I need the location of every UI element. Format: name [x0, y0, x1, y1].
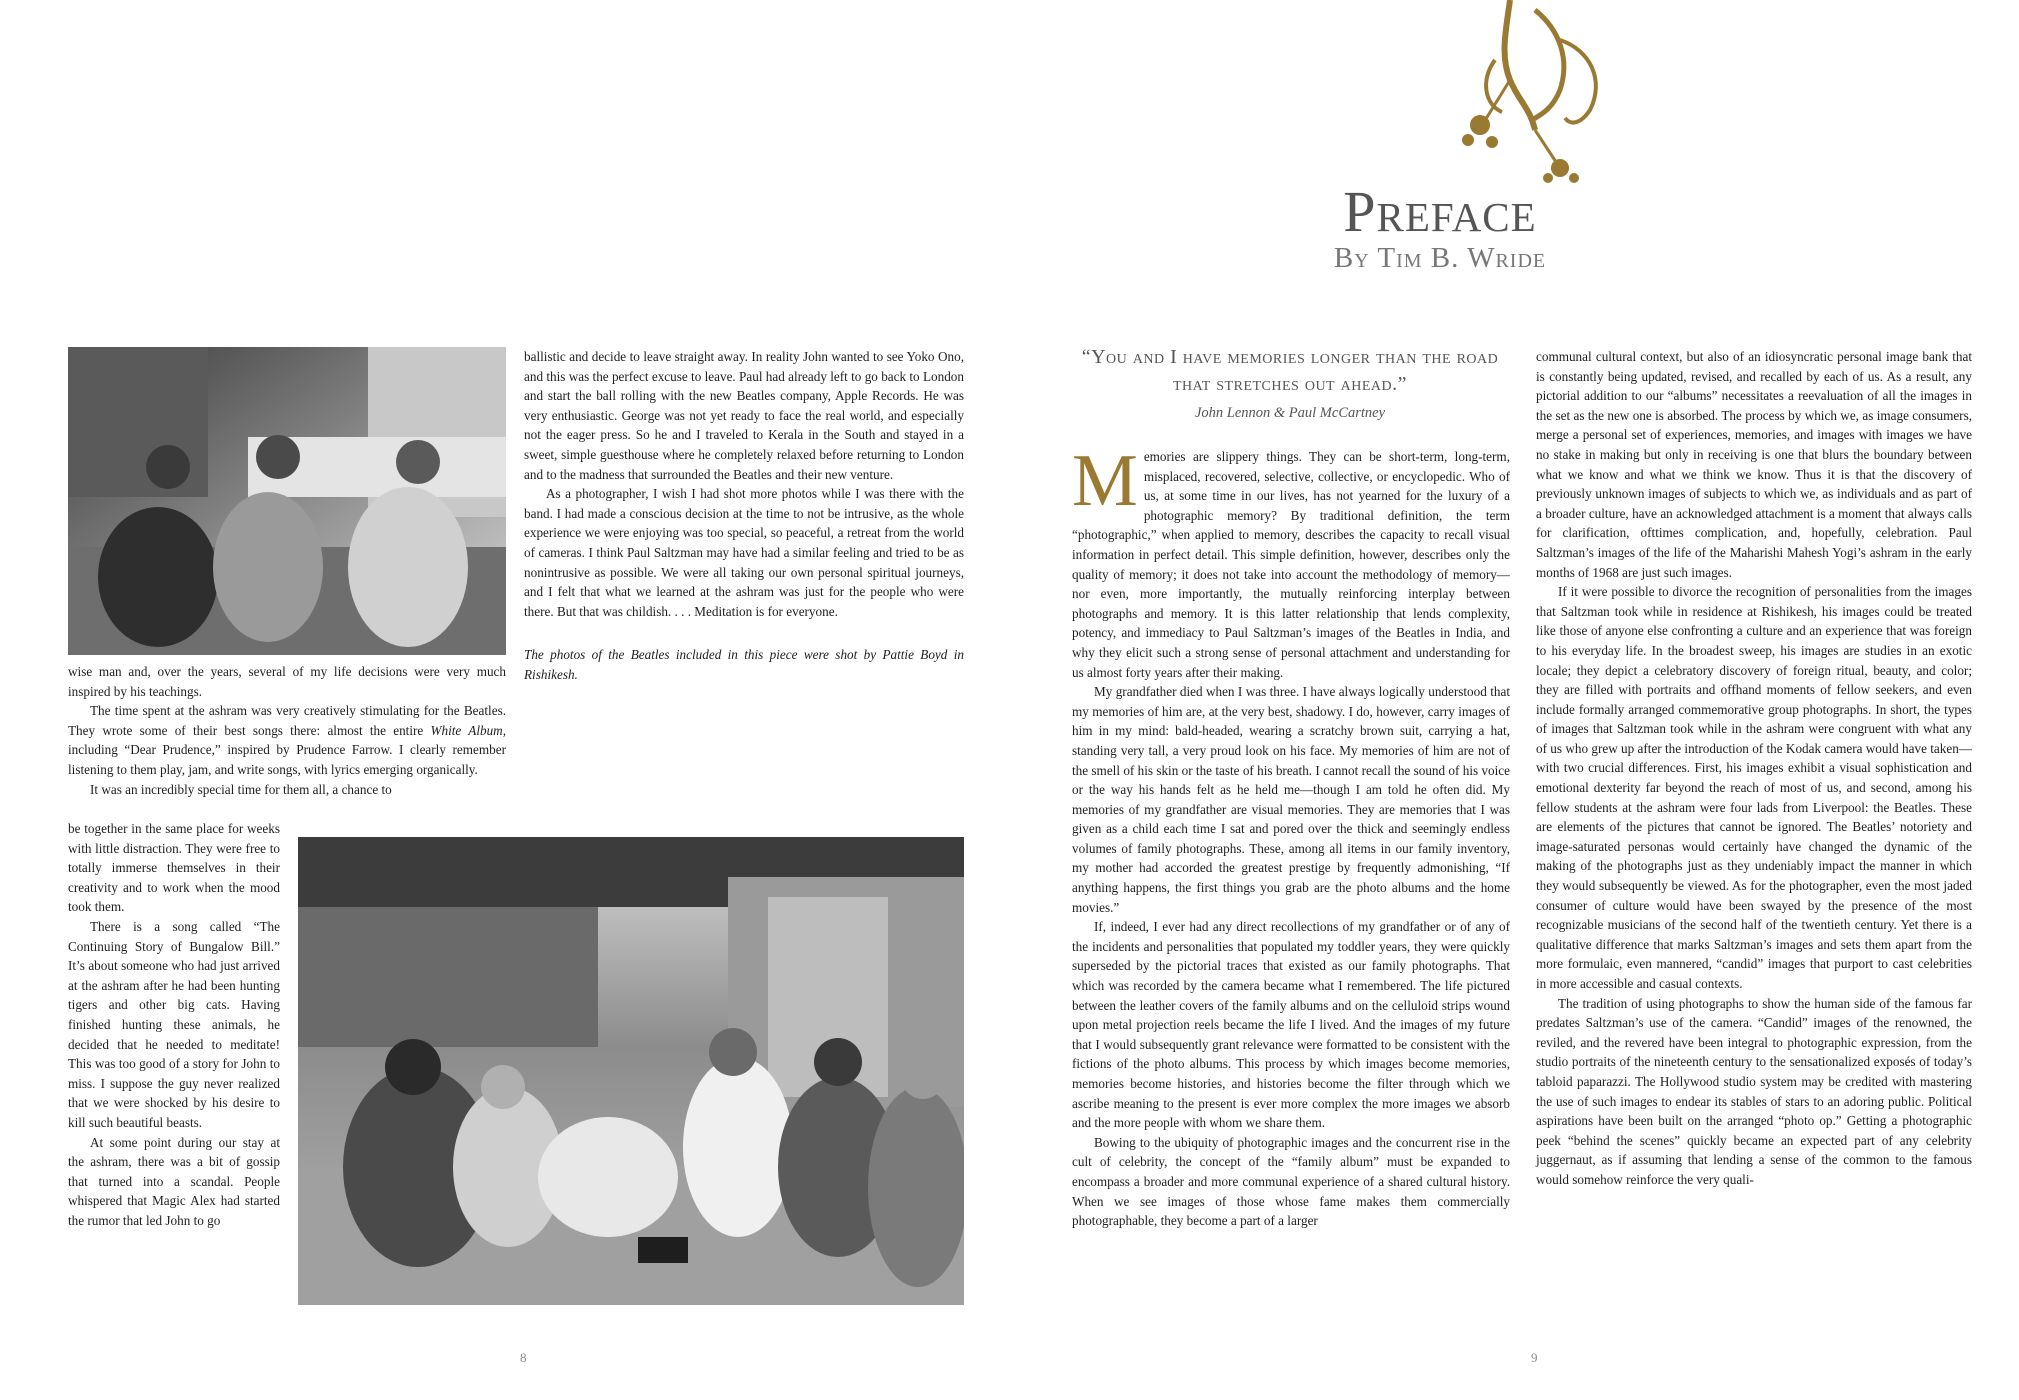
left-paragraph-scandal: At some point during our stay at the ashram, there was a bit of gossip that turned into a scandal. People whispered that Magic Alex had started the rumor that led John to go — [68, 1134, 280, 1228]
right-paragraph-ubiquity: Bowing to the ubiquity of photographic images and the concurrent rise in the cult of celebrity, the concept of the “family album” must be expanded to encompass a broader and more communal experience of a shared cultural history. When we see images of those whose fame makes them commercially photographable, they become a part of a larger — [1072, 1134, 1510, 1229]
page-number-right: 9 — [1531, 1350, 1538, 1365]
left-paragraph-together: be together in the same place for weeks with little distraction. They were free to totally immerse themselves in their creativity and to work when the mood took them. — [68, 821, 280, 915]
beatles-photo-veranda — [68, 347, 506, 655]
page-title: Preface — [1343, 179, 1537, 244]
right-paragraph-divorce: If it were possible to divorce the recognition of personalities from the images that Saltzman took while in residence at Rishikesh, his images could be treated like those of anyone else confronting a culture and an experience that was foreign to his everyday life. In the broadest sweep, his images are studies in an exotic locale; they depict a celebratory discovery of foreign ritual, beauty, and color; they are filled with portraits and offhand moments of fellow seekers, and even include formally arranged commemorative group photographs. In short, the types of images that Saltzman took while in the ashram were congruent with what any of us who grew up after the introduction of the Kodak camera would have taken—with two crucial differences. First, his images exhibit a visual sophistication and emotional dexterity far beyond the reach of most of us, and second, among his fellow students at the ashram were four lads from Liverpool: the Beatles. These are elements of the pictures that cannot be ignored. The Beatles’ notoriety and image-saturated personas would certainly have changed the dynamic of the making of the photographs just as they undeniably impact the manner in which they would subsequently be viewed. As for the photographer, even the most jaded consumer of culture would have been swayed by the presence of the most recognizable musicians of the second half of the twentieth century. Yet there is a qualitative difference that marks Saltzman’s images and sets them apart from the more formulaic, even mannered, “candid” images that purport to cast celebrities in more accessible and casual contexts. — [1536, 584, 1972, 991]
left-paragraph-photographer: As a photographer, I wish I had shot more photos while I was there with the band. I had made a conscious decision at the time to not be intrusive, as the whole experience we were enjoying was too special, so peaceful, a retreat from the world of cameras. I think Paul Saltzman may have had a similar feeling and tried to be as nonintrusive as possible. We were all taking our own personal spiritual journeys, and I felt that what we learned at the ashram was just for the people who were there. But that was childish. . . . Meditation is for everyone. — [524, 486, 964, 619]
right-paragraph-communal: communal cultural context, but also of an idiosyncratic personal image bank that is constantly being updated, revised, and recalled by each of us. As a result, any pictorial addition to our “albums” necessitates a reevaluation of all the images in the set as the new one is absorbed. The process by which we, as image consumers, merge a personal set of experiences, memories, and images with images we have no stake in making but only in receiving is one that blurs the boundary between what we know and what we think we know. Thus it is that the discovery of previously unknown images of subjects to which we, as individuals and as part of a broader culture, have an acknowledged attachment is a moment that always calls for clarification, ofttimes complication, and, hopefully, celebration. Paul Saltzman’s images of the life of the Maharishi Mahesh Yogi’s ashram in the early months of 1968 are just such images. — [1536, 349, 1972, 580]
beatles-group-photo — [298, 837, 964, 1305]
right-col1 — [1072, 440, 1510, 1231]
floral-ornament-icon — [1440, 0, 1610, 185]
left-col1-narrow — [68, 819, 280, 1230]
drop-cap: M — [1072, 440, 1138, 522]
photo-credit: The photos of the Beatles included in this piece were shot by Pattie Boyd in Rishikesh. — [524, 647, 964, 682]
left-paragraph-bungalow-bill: There is a song called “The Continuing Story of Bungalow Bill.” It’s about someone who had just arrived at the ashram after he had been hunting tigers and other big cats. Having finished hunting these animals, he decided that he needed to meditate! This was too good of a story for John to miss. I suppose the guy never realized that we were shocked by his desire to kill such beautiful beasts. — [68, 918, 280, 1130]
left-paragraph-continuation: wise man and, over the years, several of my life decisions were very much inspired by his teachings. — [68, 664, 506, 699]
right-paragraph-memories: Memories are slippery things. They can be short-term, long-term, misplaced, recovered, selective, collective, or encyclopedic. Who of us, at some time in our lives, has not yearned for the luxury of a photographic memory? By traditional definition, the term “photographic,” when applied to memory, describes the capacity to recall visual information in perfect detail. This simple definition, however, describes only the quality of memory; it does not take into account the methodology of memory—nor even, more importantly, the mutually reinforcing interplay between photographs and memory. It is this latter relationship that lends complexity, potency, and immediacy to Paul Saltzman’s images of the Beatles in India, and why they elicit such a strong sense of personal attachment and understanding for us almost forty years after their making. — [1072, 440, 1510, 680]
right-paragraph-recollections: If, indeed, I ever had any direct recollections of my grandfather or of any of the incidents and personalities that populated my toddler years, they were quickly superseded by the pictorial traces that existed as our family photographs. That which was recorded by the camera became what I remembered. The life pictured between the leather covers of the family albums and on the celluloid strips wound upon metal projection reels became the life I lived. And the images of my future that I would subsequently grant relevance were formatted to be consistent with the fictions of the photo albums. This process by which images become memories, memories become histories, and histories become the filter through which we ascribe meaning to the present is ever more complex the more images we absorb and the more people with whom we share them. — [1072, 919, 1510, 1131]
left-paragraph-creative: The time spent at the ashram was very creatively stimulating for the Beatles. They wrote some of their best songs there: almost the entire White Album, including “Dear Prudence,” inspired by Prudence Farrow. I clearly remember listening to them play, jam, and write songs, with lyrics emerging organically. — [68, 703, 507, 777]
left-paragraph-special-time: It was an incredibly special time for them all, a chance to — [90, 781, 392, 797]
left-col2 — [524, 347, 964, 685]
author-byline: By Tim B. Wride — [1333, 242, 1547, 274]
epigraph-source: John Lennon & Paul McCartney — [1194, 405, 1386, 421]
right-paragraph-tradition: The tradition of using photographs to show the human side of the famous far predates Saltzman’s use of the camera. “Candid” images of the renowned, the reviled, and the revered have been integral to photographic expression, from the studio portraits of the nineteenth century to the sensationalized exposés of today’s tabloid paparazzi. The Hollywood studio system may be credited with mastering the use of such images to endear its stables of stars to an adoring public. Political aspirations have been built on the arranged “photo op.” Getting a photographic peek “behind the scenes” quickly became an expected part of any celebrity juggernaut, as if assuming that lending a sense of the common to the famous would somehow reinforce the very quali- — [1536, 995, 1972, 1187]
right-paragraph-grandfather: My grandfather died when I was three. I have always logically understood that my memories of him are, at the very best, shadowy. I do, however, carry images of him in my mind: bald-headed, wearing a scratchy brown suit, carrying a hat, standing very tall, a very proud look on his face. My memories of him are not of the smell of his skin or the taste of his breath. I cannot recall the sound of his voice or the way his hands felt as he held me—though I am told he often did. My memories of my grandfather are visual memories. They are memories that I was given as a child each time I sat and pored over the thick and seemingly endless volumes of family photographs. These, among all items in our family inventory, my mother had accorded the greatest prestige by frequently admonishing, “If anything happens, the first things you grab are the photo albums and the home movies.” — [1072, 684, 1510, 915]
epigraph-quote: “You and I have memories longer than the road that stretches out ahead.” — [1081, 346, 1499, 395]
right-col2 — [1536, 347, 1972, 1190]
left-col1-upper — [68, 662, 506, 799]
left-paragraph-ballistic: ballistic and decide to leave straight away. In reality John wanted to see Yoko Ono, and this was the perfect excuse to leave. Paul had already left to go back to London and start the ball rolling with the new Beatles company, Apple Records. He was very enthusiastic. George was not yet ready to face the real world, and especially not the eager press. So he and I traveled to Kerala in the South and stayed in a sweet, simple guesthouse where he completely relaxed before returning to London and to the madness that surrounded the Beatles and their new venture. — [524, 349, 964, 482]
page-number-left: 8 — [520, 1350, 527, 1365]
